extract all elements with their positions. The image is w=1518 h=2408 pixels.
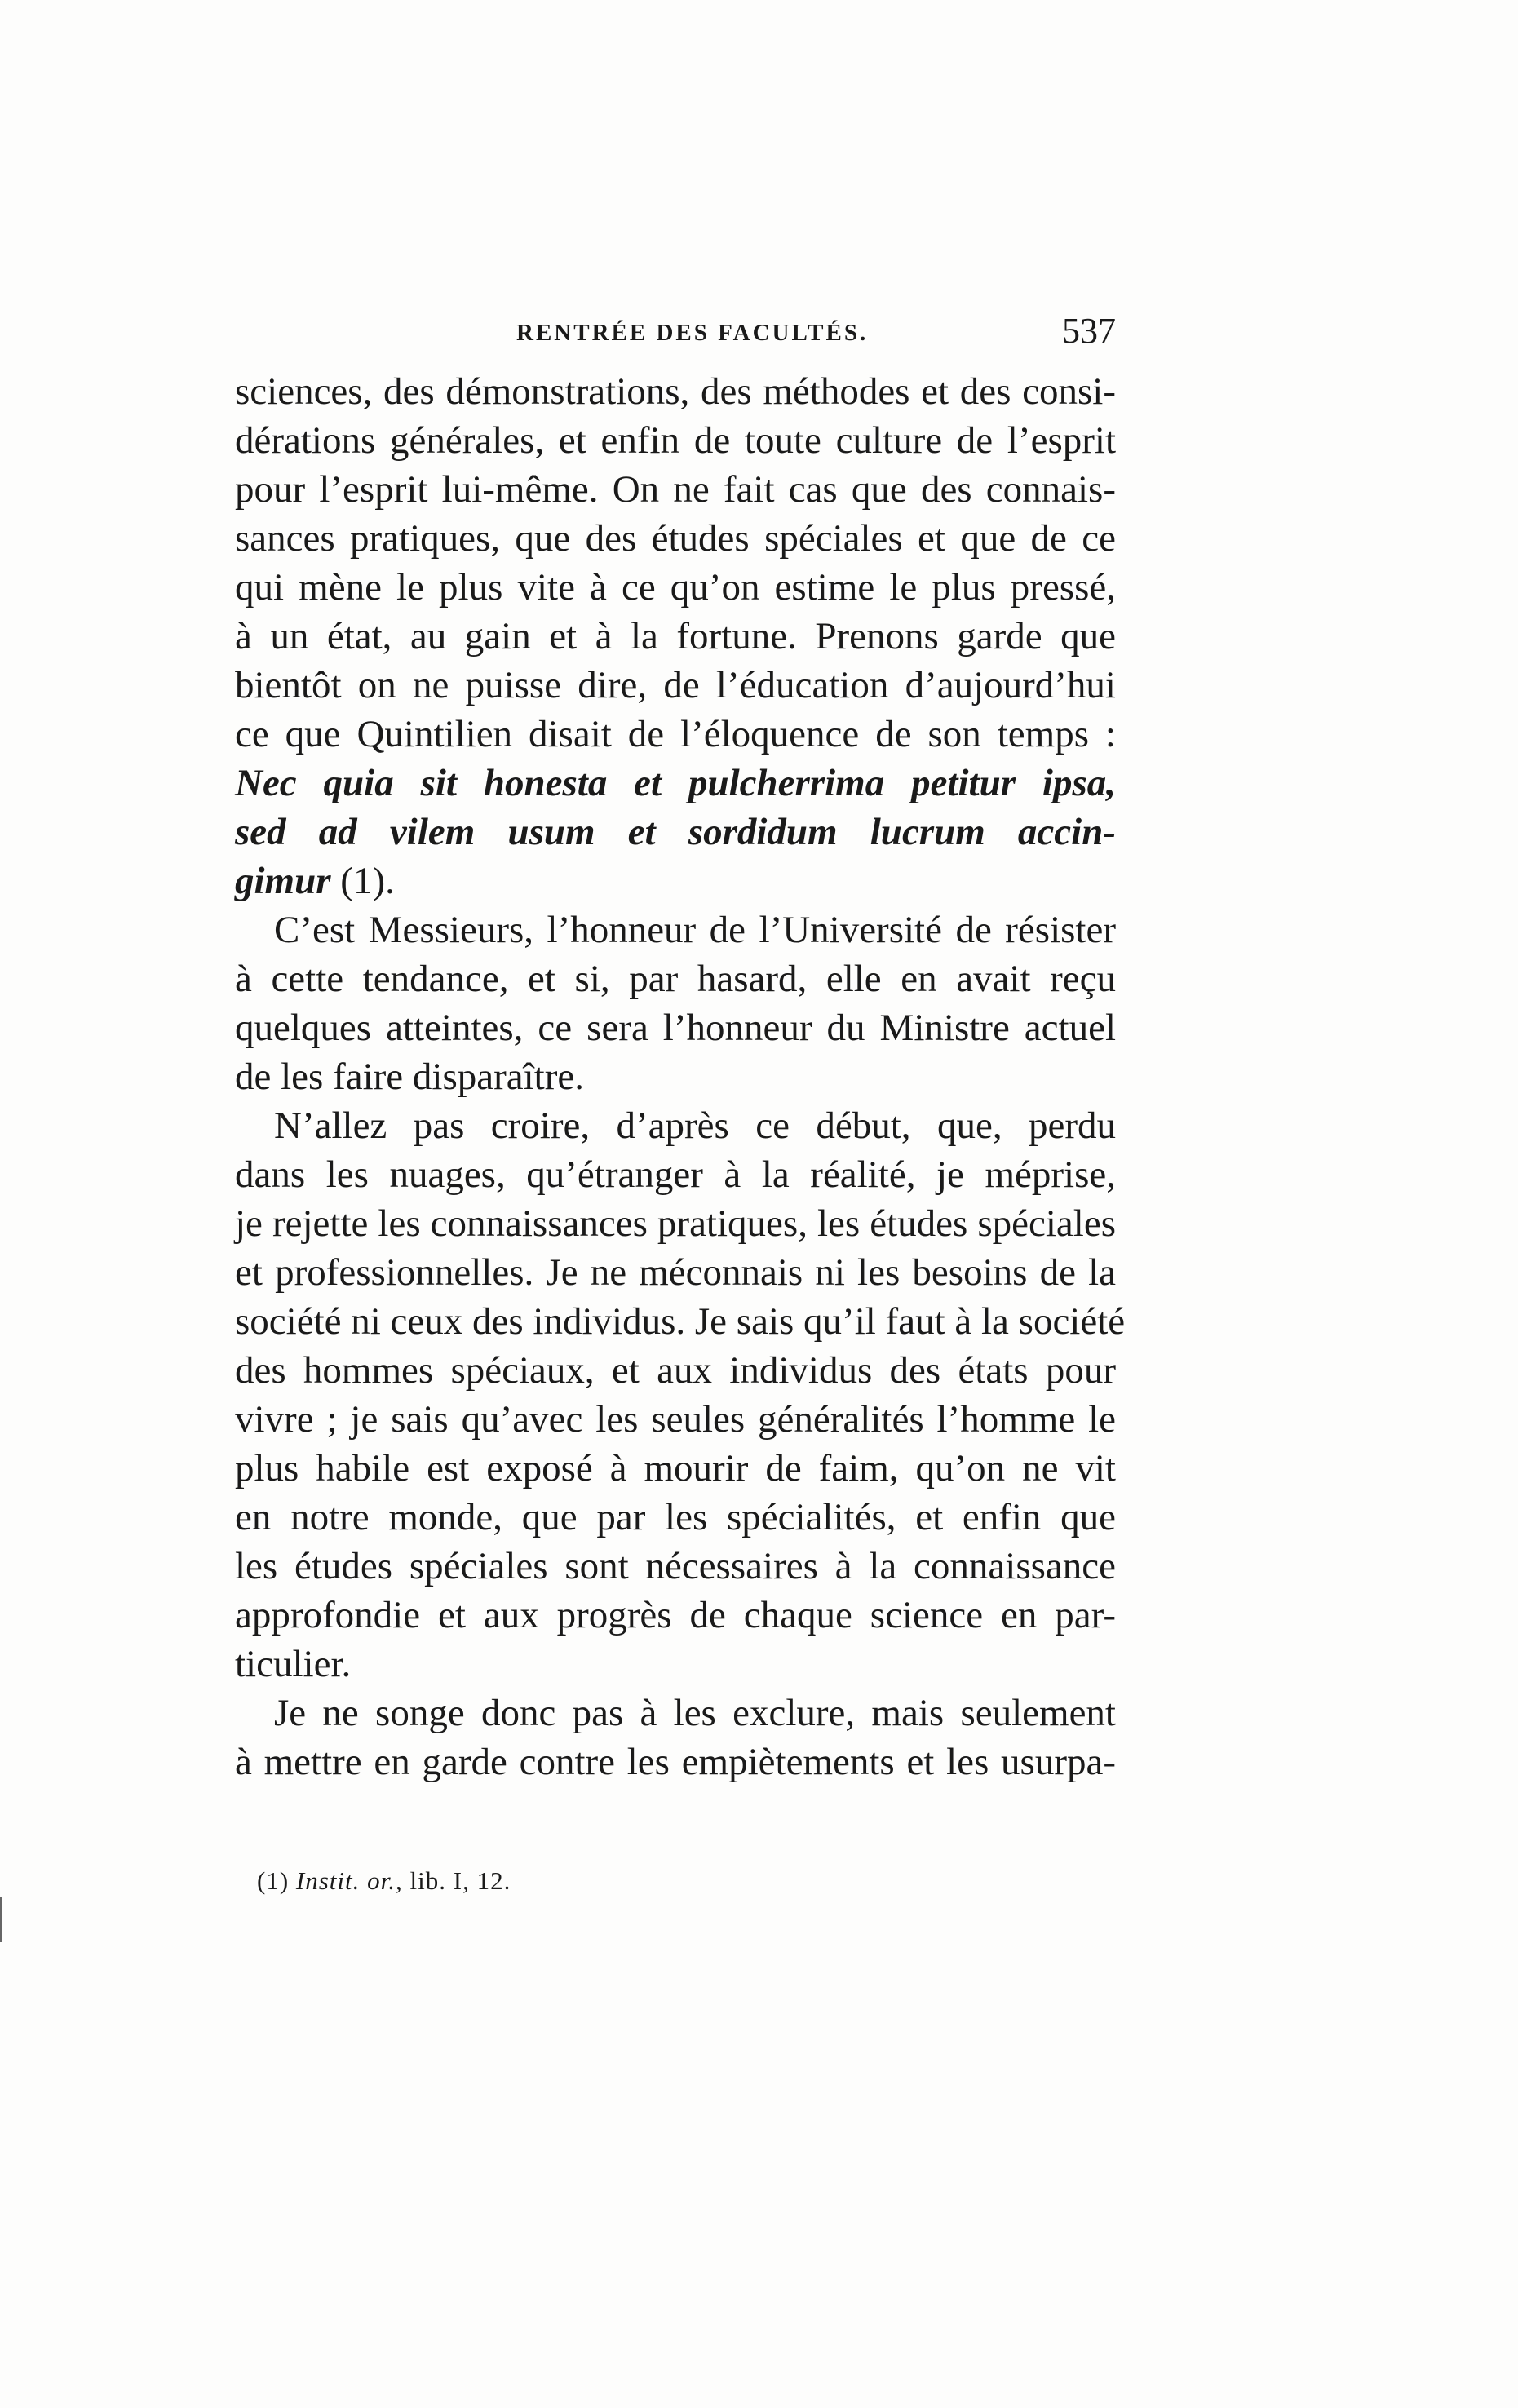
margin-mark (0, 1897, 2, 1942)
text-line: bientôt on ne puisse dire, de l’éducation d’aujourd’hui (235, 664, 1116, 706)
text-line: sciences, des démonstrations, des méthodes et des consi- (235, 370, 1116, 413)
latin-quote-end-line (235, 857, 1116, 905)
text-line: dérations générales, et enfin de toute culture de l’esprit (235, 419, 1116, 462)
footnote-reference-text: , lib. I, 12. (396, 1866, 511, 1895)
text-line: à cette tendance, et si, par hasard, elle en avait reçu (235, 958, 1116, 1000)
paragraph-start-line: N’allez pas croire, d’après ce début, que, perdu (274, 1104, 1116, 1147)
paragraph-start-line: Je ne songe donc pas à les exclure, mais seulement (274, 1692, 1116, 1734)
text-line: à un état, au gain et à la fortune. Prenons garde que (235, 615, 1116, 657)
text-line: vivre ; je sais qu’avec les seules généralités l’homme le (235, 1398, 1116, 1441)
text-line: plus habile est exposé à mourir de faim, qu’on ne vit (235, 1447, 1116, 1490)
text-line: approfondie et aux progrès de chaque science en par- (235, 1594, 1116, 1636)
footnote (257, 1866, 511, 1896)
text-line: pour l’esprit lui-même. On ne fait cas que des connais- (235, 468, 1116, 511)
text-line: société ni ceux des individus. Je sais qu’il faut à la société (235, 1300, 1126, 1343)
text-line: quelques atteintes, ce sera l’honneur du Ministre actuel (235, 1007, 1116, 1049)
text-line: et professionnelles. Je ne méconnais ni les besoins de la (235, 1251, 1116, 1294)
latin-quote-end: gimur (235, 860, 331, 902)
text-line: de les faire disparaître. (235, 1056, 585, 1098)
footnote-reference: (1). (330, 860, 395, 902)
text-line: ce que Quintilien disait de l’éloquence de son temps : (235, 713, 1116, 755)
body-text (235, 367, 1126, 1786)
text-line: dans les nuages, qu’étranger à la réalité, je méprise, (235, 1153, 1116, 1196)
text-line: ticulier. (235, 1643, 352, 1685)
text-line: à mettre en garde contre les empiètements et les usurpa- (235, 1741, 1116, 1783)
latin-quote-line: sed ad vilem usum et sordidum lucrum accin- (235, 811, 1116, 853)
text-line: qui mène le plus vite à ce qu’on estime le plus pressé, (235, 566, 1116, 609)
page-number: 537 (1062, 311, 1116, 351)
page-header (235, 310, 1116, 359)
running-head: RENTRÉE DES FACULTÉS. (516, 320, 869, 346)
footnote-marker: (1) (257, 1866, 296, 1895)
text-line: en notre monde, que par les spécialités, et enfin que (235, 1496, 1116, 1538)
text-line: des hommes spéciaux, et aux individus des états pour (235, 1349, 1116, 1392)
text-line: je rejette les connaissances pratiques, les études spéciales (235, 1202, 1116, 1245)
paragraph-start-line: C’est Messieurs, l’honneur de l’Université de résister (274, 909, 1116, 951)
latin-quote-line: Nec quia sit honesta et pulcherrima petitur ipsa, (235, 762, 1116, 804)
text-line: les études spéciales sont nécessaires à la connaissance (235, 1545, 1116, 1587)
text-line: sances pratiques, que des études spéciales et que de ce (235, 517, 1116, 560)
footnote-source: Instit. or. (295, 1866, 396, 1895)
